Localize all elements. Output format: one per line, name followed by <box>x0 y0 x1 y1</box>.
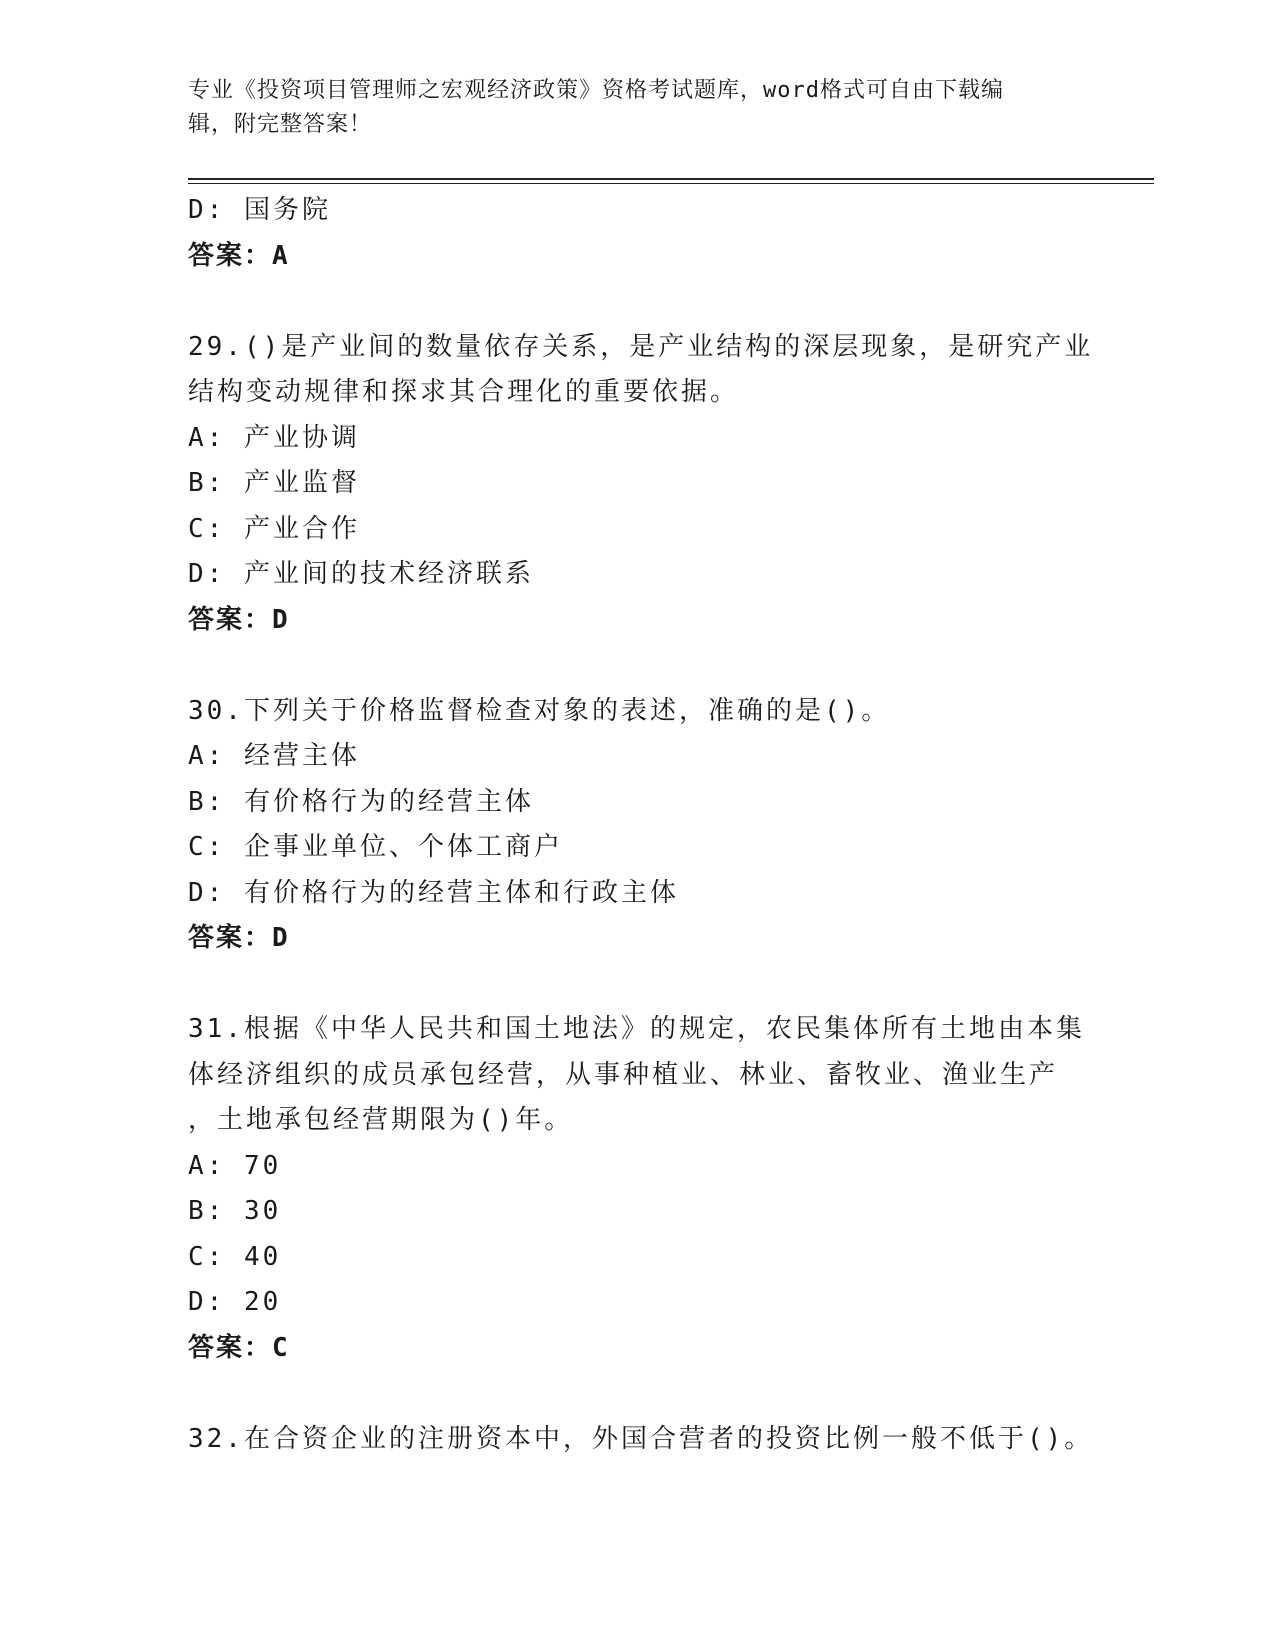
option-d: D: 有价格行为的经营主体和行政主体 <box>188 877 679 908</box>
question-stem-line: ，土地承包经营期限为()年。 <box>188 1105 574 1135</box>
option-d: D: 20 <box>188 1287 282 1317</box>
header-line-1: 专业《投资项目管理师之宏观经济政策》资格考试题库，word格式可自由下载编 <box>188 78 1004 103</box>
question-stem-line: 结构变动规律和探求其合理化的重要依据。 <box>188 377 740 407</box>
option-c: C: 企事业单位、个体工商户 <box>188 832 563 862</box>
spacer <box>188 962 1088 1008</box>
question-32 <box>188 1417 1094 1463</box>
question-stem-line: 31.根据《中华人民共和国土地法》的规定，农民集体所有土地由本集 <box>188 1014 1085 1044</box>
answer: 答案：C <box>188 1332 290 1363</box>
document-header <box>188 74 1088 142</box>
option-a: A: 经营主体 <box>188 741 360 771</box>
question-29 <box>188 325 1094 644</box>
question-stem-line: 32.在合资企业的注册资本中，外国合营者的投资比例一般不低于()。 <box>188 1423 1094 1454</box>
header-line-2: 辑，附完整答案！ <box>188 112 373 137</box>
question-content <box>188 188 1094 1462</box>
header-divider-thick <box>188 178 1154 180</box>
prev-question <box>188 188 1088 279</box>
answer: 答案：D <box>188 604 290 635</box>
spacer <box>188 643 1088 689</box>
option-c: C: 40 <box>188 1241 282 1272</box>
option-d: D: 国务院 <box>188 195 331 225</box>
option-b: B: 产业监督 <box>188 468 360 498</box>
option-b: B: 有价格行为的经营主体 <box>188 786 534 817</box>
header-divider-thin <box>188 183 1154 184</box>
question-31 <box>188 1007 1088 1371</box>
answer: 答案：D <box>188 923 290 953</box>
option-a: A: 70 <box>188 1150 282 1181</box>
question-stem-line: 30.下列关于价格监督检查对象的表述，准确的是()。 <box>188 695 891 726</box>
option-d: D: 产业间的技术经济联系 <box>188 559 534 589</box>
question-stem-line: 体经济组织的成员承包经营，从事种植业、林业、畜牧业、渔业生产 <box>188 1059 1059 1090</box>
option-a: A: 产业协调 <box>188 422 360 453</box>
question-30 <box>188 689 1088 962</box>
option-b: B: 30 <box>188 1196 282 1226</box>
answer: 答案：A <box>188 240 290 271</box>
option-c: C: 产业合作 <box>188 513 360 544</box>
spacer <box>188 279 1088 325</box>
spacer <box>188 1371 1088 1417</box>
question-stem-line: 29.()是产业间的数量依存关系，是产业结构的深层现象，是研究产业 <box>188 331 1094 362</box>
